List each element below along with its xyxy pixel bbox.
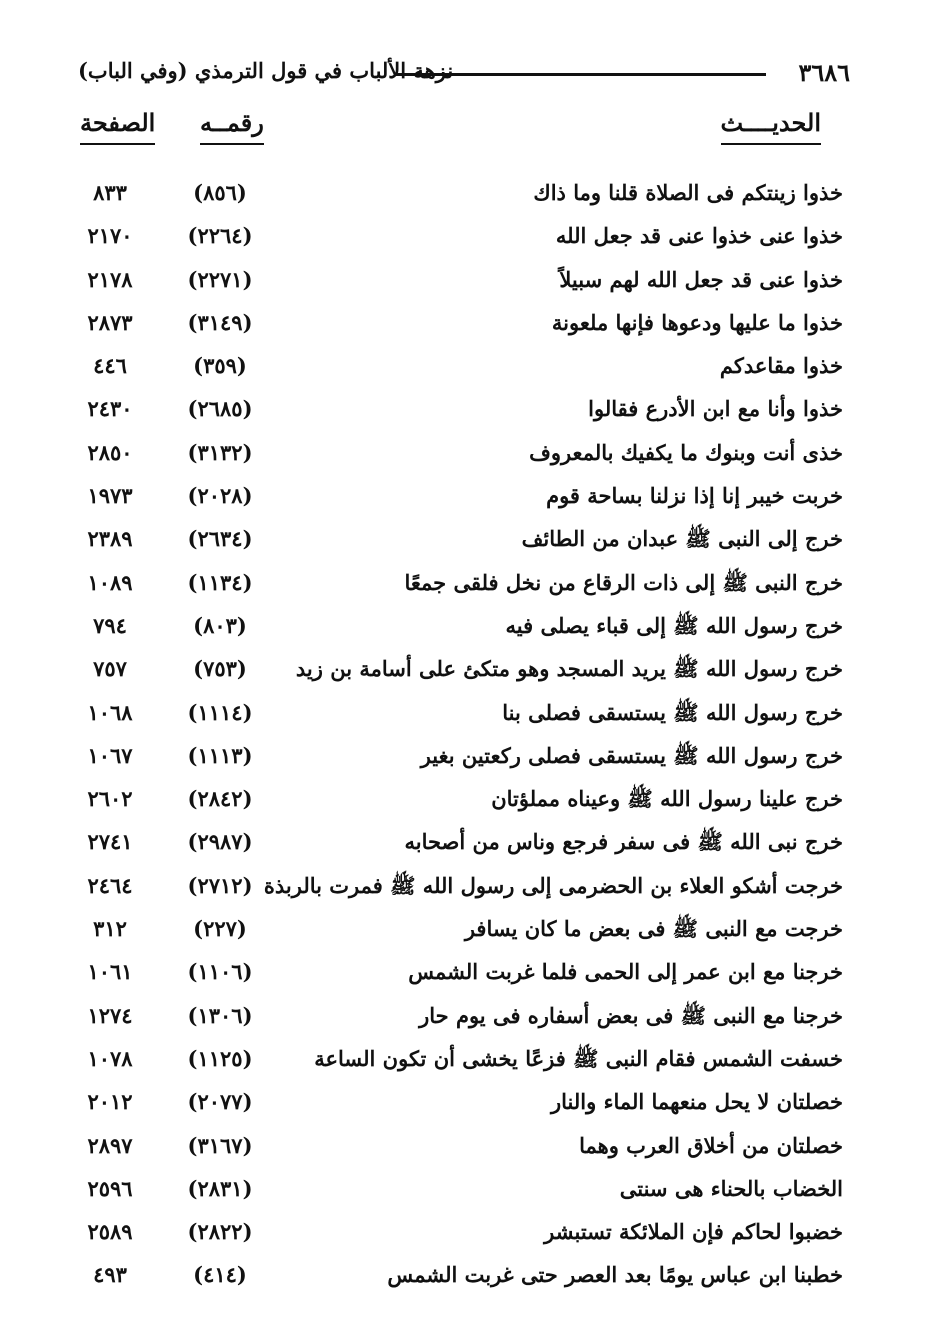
column-heading-hadith: الحديــــث bbox=[721, 108, 821, 145]
index-row bbox=[0, 566, 943, 609]
page-reference: ٢٨٥٠ bbox=[87, 439, 133, 465]
page-reference: ٢٨٧٣ bbox=[87, 309, 133, 335]
hadith-number: (٢٢٧١) bbox=[187, 266, 253, 292]
index-row bbox=[0, 263, 943, 306]
index-row bbox=[0, 1215, 943, 1258]
index-row bbox=[0, 1085, 943, 1128]
page-reference: ٢٠١٢ bbox=[87, 1089, 133, 1115]
page-reference: ١٠٨٩ bbox=[87, 569, 133, 595]
hadith-number: (٣١٦٧) bbox=[187, 1132, 253, 1158]
index-row bbox=[0, 955, 943, 998]
page-reference: ٢١٧٠ bbox=[87, 223, 133, 249]
page-number: ٣٦٨٦ bbox=[798, 58, 850, 87]
index-row bbox=[0, 825, 943, 868]
hadith-number: (٨٠٣) bbox=[193, 612, 247, 638]
hadith-text: خرج نبى الله ﷺ فى سفر فرجع وناس من أصحابه bbox=[404, 829, 843, 855]
hadith-number: (٢٠٢٨) bbox=[187, 483, 253, 509]
hadith-number: (١١٢٥) bbox=[187, 1045, 253, 1071]
hadith-number: (٢٨٤٢) bbox=[187, 786, 253, 812]
index-row bbox=[0, 869, 943, 912]
index-row bbox=[0, 436, 943, 479]
page-reference: ٧٩٤ bbox=[93, 612, 127, 638]
page-reference: ٢١٧٨ bbox=[87, 266, 133, 292]
hadith-number: (٢٨٢٢) bbox=[187, 1219, 253, 1245]
index-row bbox=[0, 176, 943, 219]
hadith-text: خرجت أشكو العلاء بن الحضرمى إلى رسول الله ﷺ فمرت بالربذة bbox=[263, 872, 843, 898]
hadith-number: (٣١٣٢) bbox=[187, 439, 253, 465]
hadith-text: خذوا ما عليها ودعوها فإنها ملعونة bbox=[551, 309, 843, 335]
index-list bbox=[0, 176, 943, 1302]
hadith-number: (٢٦٨٥) bbox=[187, 396, 253, 422]
page-reference: ١٠٦٨ bbox=[87, 699, 133, 725]
hadith-number: (٤١٤) bbox=[193, 1262, 247, 1288]
running-header bbox=[78, 54, 850, 90]
index-row bbox=[0, 652, 943, 695]
index-row bbox=[0, 1172, 943, 1215]
index-row bbox=[0, 1129, 943, 1172]
hadith-text: خرج رسول الله ﷺ يستسقى فصلى ركعتين بغير bbox=[420, 742, 843, 768]
hadith-number: (١١٠٦) bbox=[187, 959, 253, 985]
hadith-number: (١١١٤) bbox=[187, 699, 253, 725]
hadith-text: خرج رسول الله ﷺ إلى قباء يصلى فيه bbox=[505, 612, 843, 638]
index-row bbox=[0, 739, 943, 782]
index-row bbox=[0, 696, 943, 739]
hadith-text: خضبوا لحاكم فإن الملائكة تستبشر bbox=[544, 1219, 843, 1245]
index-row bbox=[0, 1042, 943, 1085]
hadith-text: الخضاب بالحناء هى سنتى bbox=[619, 1175, 843, 1201]
hadith-text: خرجت مع النبى ﷺ فى بعض ما كان يسافر bbox=[464, 916, 843, 942]
page-reference: ٢٥٩٦ bbox=[87, 1175, 133, 1201]
page-reference: ٢٧٤١ bbox=[87, 829, 133, 855]
hadith-number: (٢٦٣٤) bbox=[187, 526, 253, 552]
page-reference: ٢٤٦٤ bbox=[87, 872, 133, 898]
column-heading-number: رقمــه bbox=[200, 108, 264, 145]
hadith-text: خربت خيبر إنا إذا نزلنا بساحة قوم bbox=[546, 483, 843, 509]
page-reference: ٣١٢ bbox=[93, 916, 127, 942]
book-title: نزهة الألباب في قول الترمذي (وفي الباب) bbox=[78, 58, 454, 83]
hadith-text: خرج علينا رسول الله ﷺ وعيناه مملؤتان bbox=[491, 786, 843, 812]
index-row bbox=[0, 219, 943, 262]
page-reference: ١٠٧٨ bbox=[87, 1045, 133, 1071]
hadith-number: (٢٠٧٧) bbox=[187, 1089, 253, 1115]
hadith-number: (٢٩٨٧) bbox=[187, 829, 253, 855]
hadith-text: خصلتان لا يحل منعهما الماء والنار bbox=[551, 1089, 843, 1115]
hadith-number: (٢٨٣١) bbox=[187, 1175, 253, 1201]
hadith-number: (٣١٤٩) bbox=[187, 309, 253, 335]
index-row bbox=[0, 522, 943, 565]
index-row bbox=[0, 349, 943, 392]
page-reference: ٢٤٣٠ bbox=[87, 396, 133, 422]
hadith-text: خذوا عنى قد جعل الله لهم سبيلاً bbox=[559, 266, 843, 292]
page-reference: ٢٨٩٧ bbox=[87, 1132, 133, 1158]
hadith-number: (١١١٣) bbox=[187, 742, 253, 768]
hadith-number: (٢٢٧) bbox=[193, 916, 247, 942]
hadith-text: خرج رسول الله ﷺ يريد المسجد وهو متكئ على أسامة بن زيد bbox=[295, 656, 843, 682]
index-row bbox=[0, 306, 943, 349]
hadith-text: خذوا وأنا مع ابن الأدرع فقالوا bbox=[588, 396, 843, 422]
hadith-text: خطبنا ابن عباس يومًا بعد العصر حتى غربت الشمس bbox=[387, 1262, 843, 1288]
hadith-text: خرج النبى ﷺ إلى ذات الرقاع من نخل فلقى جمعًا bbox=[404, 569, 843, 595]
page-reference: ٤٤٦ bbox=[93, 353, 127, 379]
index-row bbox=[0, 392, 943, 435]
hadith-number: (٨٥٦) bbox=[193, 180, 247, 205]
page-reference: ١٩٧٣ bbox=[87, 483, 133, 509]
index-row bbox=[0, 912, 943, 955]
hadith-number: (٣٥٩) bbox=[193, 353, 247, 379]
page-reference: ١٢٧٤ bbox=[87, 1002, 133, 1028]
hadith-text: خرج إلى النبى ﷺ عبدان من الطائف bbox=[521, 526, 843, 552]
hadith-number: (١٣٠٦) bbox=[187, 1002, 253, 1028]
index-row bbox=[0, 479, 943, 522]
hadith-number: (٢٧١٢) bbox=[187, 872, 253, 898]
index-row bbox=[0, 1258, 943, 1301]
hadith-number: (١١٣٤) bbox=[187, 569, 253, 595]
hadith-text: خصلتان من أخلاق العرب وهما bbox=[579, 1132, 843, 1158]
page-reference: ٢٣٨٩ bbox=[87, 526, 133, 552]
page-reference: ٨٣٣ bbox=[93, 180, 127, 205]
page-reference: ١٠٦١ bbox=[87, 959, 133, 985]
index-row bbox=[0, 782, 943, 825]
hadith-text: خسفت الشمس فقام النبى ﷺ فزعًا يخشى أن تكون الساعة bbox=[314, 1045, 843, 1071]
page-reference: ٤٩٣ bbox=[93, 1262, 127, 1288]
hadith-number: (٢٢٦٤) bbox=[187, 223, 253, 249]
hadith-text: خرجنا مع ابن عمر إلى الحمى فلما غربت الشمس bbox=[408, 959, 843, 985]
page-reference: ٢٥٨٩ bbox=[87, 1219, 133, 1245]
page-reference: ٧٥٧ bbox=[93, 656, 127, 682]
page-reference: ١٠٦٧ bbox=[87, 742, 133, 768]
index-row bbox=[0, 999, 943, 1042]
hadith-text: خذى أنت وبنوك ما يكفيك بالمعروف bbox=[529, 439, 843, 465]
hadith-text: خرجنا مع النبى ﷺ فى بعض أسفاره فى يوم حار bbox=[419, 1002, 843, 1028]
index-row bbox=[0, 609, 943, 652]
hadith-text: خذوا عنى خذوا عنى قد جعل الله bbox=[555, 223, 843, 249]
hadith-number: (٧٥٣) bbox=[193, 656, 247, 682]
hadith-text: خذوا زينتكم فى الصلاة قلنا وما ذاك bbox=[533, 180, 843, 205]
page-reference: ٢٦٠٢ bbox=[87, 786, 133, 812]
hadith-text: خذوا مقاعدكم bbox=[719, 353, 843, 379]
column-heading-page: الصفحة bbox=[80, 108, 155, 145]
hadith-text: خرج رسول الله ﷺ يستسقى فصلى بنا bbox=[502, 699, 843, 725]
